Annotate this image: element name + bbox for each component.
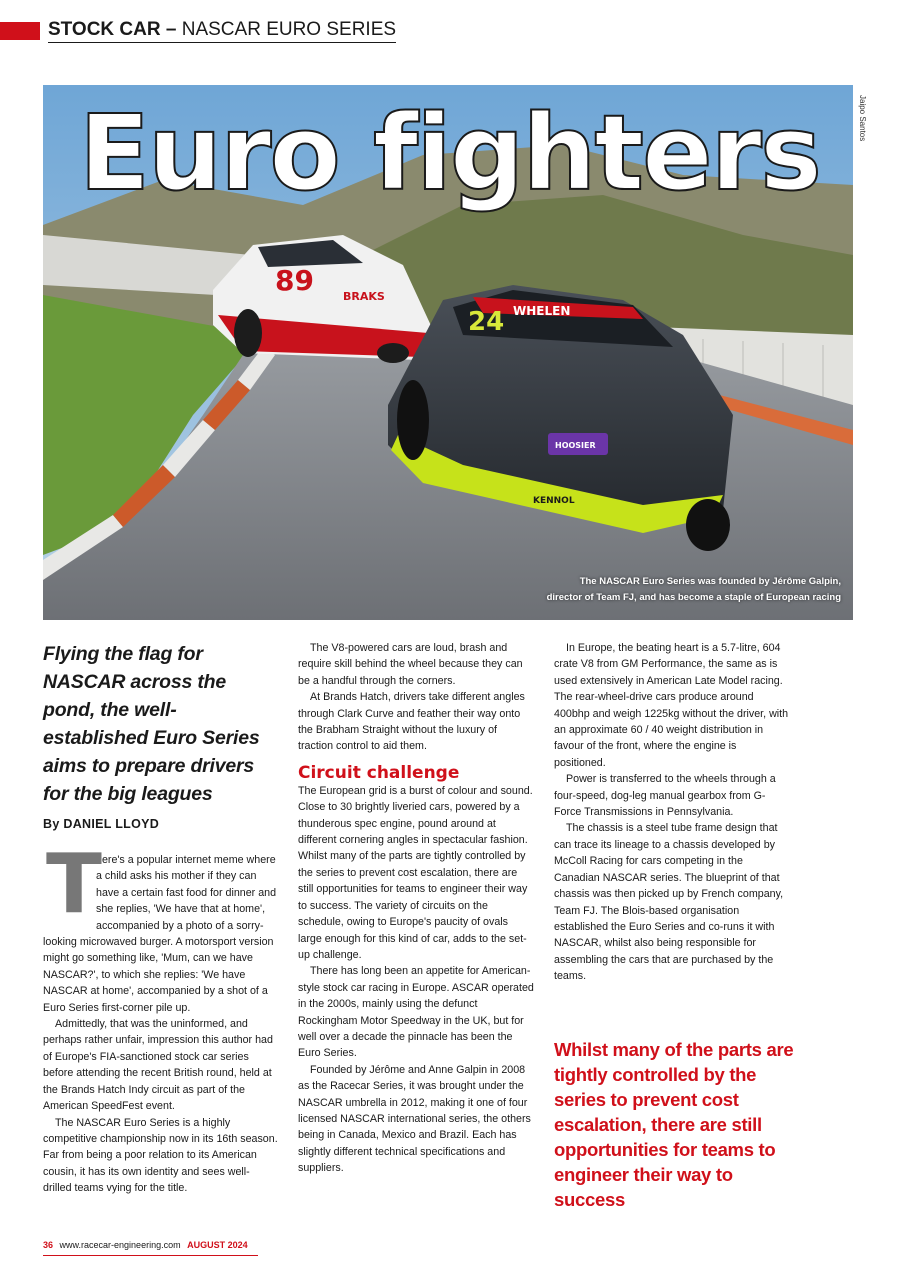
- section-title-light: NASCAR EURO SERIES: [181, 19, 397, 40]
- intro-text: here's a popular internet meme where a child asks his mother if they can have a certain fast food for dinner and she replies, 'We have that at home', accompanied by a photo of a sorry-looking microwaved burger. A motorsport version might go something like, 'Mum, can we have NASCAR?', to which she replies: 'We have NASCAR at home', accompanied by a shot of a Euro Series first-corner pile up.: [43, 854, 277, 1014]
- hero-photo: [43, 85, 853, 620]
- intro-paragraph: [43, 837, 278, 1016]
- headline: Euro fighters: [79, 92, 820, 214]
- column-1-body: [43, 837, 278, 1197]
- section-title-bold: STOCK CAR –: [48, 19, 177, 40]
- body-paragraph: The NASCAR Euro Series is a highly competitive championship now in its 16th season. Far from being a poor relation to its American cousin, it has its own identity and sees well-drilled teams vying for the title.: [43, 1116, 278, 1195]
- pull-quote: Whilst many of the parts are tightly controlled by the series to prevent cost escalation, there are still opportunities for teams to engineer their way to success: [554, 1039, 794, 1210]
- section-title: [48, 19, 396, 43]
- section-header: [0, 20, 396, 42]
- dropcap: [46, 837, 102, 932]
- subhead-circuit-challenge: Circuit challenge: [298, 762, 460, 783]
- photo-caption-line-1: The NASCAR Euro Series was founded by Jérôme Galpin,: [579, 576, 841, 587]
- website-url[interactable]: www.racecar-engineering.com: [59, 1240, 181, 1250]
- dropcap-letter: T: [46, 837, 102, 932]
- photo-credit: [858, 95, 872, 145]
- byline-prefix: By: [43, 817, 60, 831]
- body-paragraph: The chassis is a steel tube frame design that can trace its lineage to a chassis developed by McColl Racing for cars competing in the Canadian NASCAR series. The blueprint of that chassis was then picked up by French company, Team FJ. The Blois-based organisation established the Euro Series and co-runs it with NASCAR, whilst also being responsible for assembling the cars that are purchased by the teams.: [554, 822, 784, 983]
- front-car-splitter-sponsor: KENNOL: [533, 496, 575, 506]
- body-paragraph: At Brands Hatch, drivers take different angles through Clark Curve and feather their way onto the Brabham Straight without the luxury of traction control to aid them.: [298, 691, 525, 753]
- body-paragraph: Power is transferred to the wheels through a four-speed, dog-leg manual gearbox from G-Force Transmissions in Pennsylvania.: [554, 773, 776, 819]
- body-paragraph: The European grid is a burst of colour and sound. Close to 30 brightly liveried cars, powered by a thunderous spec engine, pound around at different cornering angles in spectacular fashion. Whilst many of the parts are tightly controlled by the series to prevent cost escalation, there are still opportunities for teams to engineer their way to success. The variety of circuits on the schedule, owing to Europe's paucity of ovals large enough for this kind of car, adds to the set-up challenge.: [298, 784, 533, 961]
- author-name: DANIEL LLOYD: [63, 817, 160, 831]
- byline: [43, 816, 278, 832]
- section-marker: [0, 22, 40, 40]
- body-paragraph: In Europe, the beating heart is a 5.7-litre, 604 crate V8 from GM Performance, the same as is used extensively in American Late Model racing. The rear-wheel-drive cars produce around 400bhp and weigh 1225kg without the driver, with an approximate 60 / 40 weight distribution in favour of the front, where the engine is positioned.: [554, 642, 789, 769]
- issue-date: AUGUST 2024: [187, 1240, 248, 1250]
- body-paragraph: Founded by Jérôme and Anne Galpin in 2008 as the Racecar Series, it was brought under the NASCAR umbrella in 2012, making it one of four licensed NASCAR international series, the others being in Canada, Mexico and Brazil. Each has slightly different technical specifications and suppliers.: [298, 1063, 531, 1175]
- body-paragraph: Admittedly, that was the uninformed, and perhaps rather unfair, impression this author had of Europe's FIA-sanctioned stock car series before attending the recent British round, held at the Brands Hatch Indy circuit as part of the American SpeedFest event.: [43, 1018, 273, 1113]
- body-paragraph: The V8-powered cars are loud, brash and require skill behind the wheel because they can be a handful through the corners.: [298, 642, 523, 687]
- front-car-hood-sponsor: HOOSIER: [555, 441, 596, 450]
- page-footer: [43, 1238, 258, 1256]
- back-car-sponsor: BRAKS: [343, 290, 385, 303]
- photo-caption: [547, 574, 841, 606]
- column-1: [43, 640, 278, 832]
- photo-credit-text: Jaipo Santos: [858, 95, 867, 142]
- front-car-windshield-sponsor: WHELEN: [513, 304, 571, 318]
- back-car-number: 89: [275, 264, 314, 297]
- standfirst: Flying the flag for NASCAR across the pond, the well-established Euro Series aims to prepare drivers for the big leagues: [43, 643, 260, 805]
- front-car-number: 24: [468, 307, 505, 337]
- photo-caption-line-2: director of Team FJ, and has become a staple of European racing: [546, 592, 841, 603]
- column-2: [298, 640, 534, 1177]
- column-3: [554, 640, 790, 985]
- page-number: 36: [43, 1240, 54, 1250]
- body-paragraph: There has long been an appetite for American-style stock car racing in Europe. ASCAR operated in the 2000s, mainly using the defunct Rockingham Motor Speedway in the UK, but for well over a decade the pinnacle has been the Euro Series.: [298, 965, 534, 1060]
